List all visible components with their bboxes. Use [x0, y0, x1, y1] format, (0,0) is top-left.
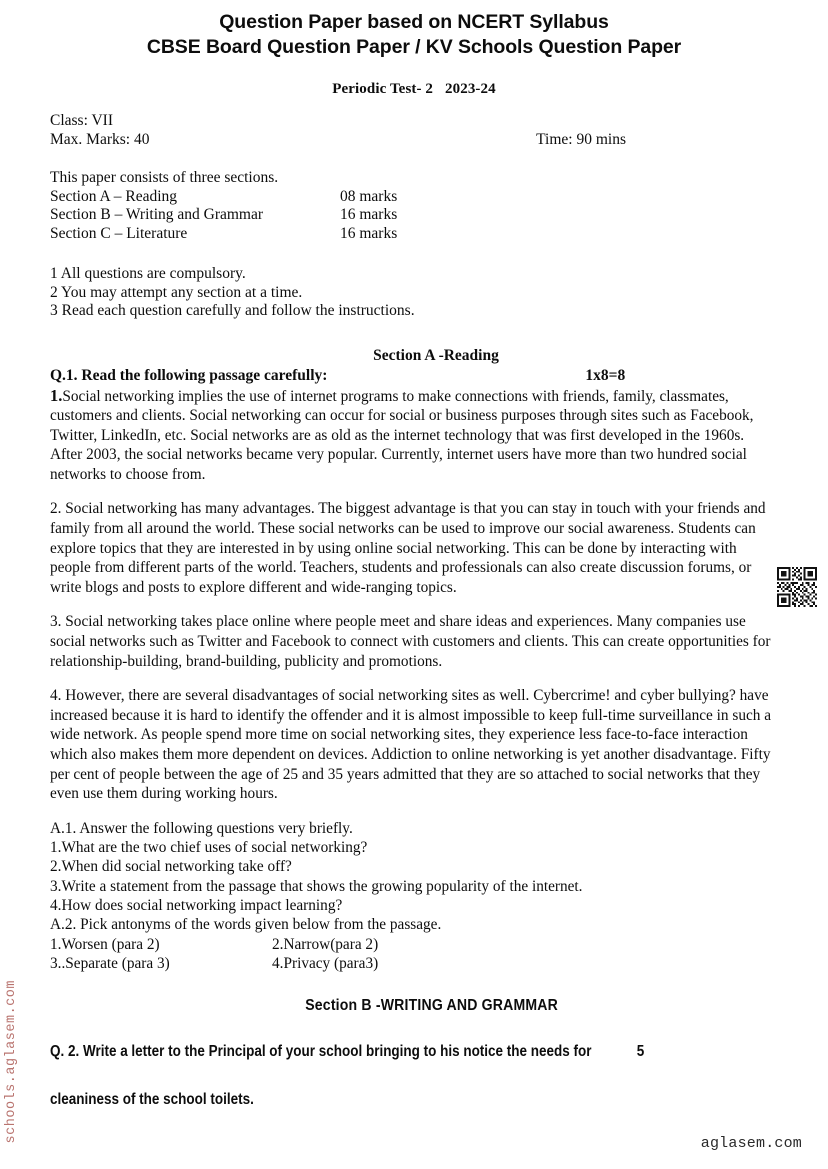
a1-question-item: 2.When did social networking take off?: [50, 858, 292, 876]
general-instructions: [50, 265, 778, 321]
section-b-heading: Section B -WRITING AND GRAMMAR: [305, 997, 558, 1015]
question-2-marks: 5: [636, 1043, 645, 1061]
a2-antonym-row: [50, 954, 778, 973]
instruction-item: 3 Read each question carefully and follow the instructions.: [50, 302, 415, 319]
question-2-block: [50, 1043, 778, 1109]
section-name: Section A – Reading: [50, 187, 178, 205]
a1-question-item: 3.Write a statement from the passage that shows the growing popularity of the internet.: [50, 877, 583, 895]
reading-passage: [50, 386, 778, 804]
passage-paragraph-4: 4. However, there are several disadvantages of social networking sites as well. Cybercrime! and cyber bullying? have increased because it is hard to identify the offender and it is almost impossible to keep full-time surveillance in such a wide network. As people spend more time on social networking sites, they experience less face-to-face interaction which also makes them more dependent on devices. Addiction to online networking is yet another disadvantage. Fifty per cent of people between the age of 25 and 35 years admitted that they are so attached to social networks that they even use them during working hours.: [50, 687, 772, 803]
a1-question-item: 1.What are the two chief uses of social networking?: [50, 839, 368, 857]
class-row: [50, 112, 778, 131]
qr-code-icon: [777, 567, 817, 607]
passage-paragraph-1-text: Social networking implies the use of internet programs to make connections with friends, family, classmates, customers and clients. Social networking can occur for social or business purposes through sites such as Facebook, Twitter, LinkedIn, etc. Social networks are as old as the internet technology that was first developed in the 1960s. After 2003, the social networks became very popular. Currently, internet users have more than two hundred social networks to choose from.: [50, 387, 754, 483]
side-watermark: schools.aglasem.com: [4, 979, 19, 1143]
a2-antonym-item: 4.Privacy (para3): [272, 954, 379, 972]
question-2-text: Q. 2. Write a letter to the Principal of your school bringing to his notice the needs for: [50, 1043, 592, 1061]
section-marks: 16 marks: [340, 224, 398, 242]
passage-questions: [50, 819, 778, 973]
instruction-item: 2 You may attempt any section at a time.: [50, 283, 303, 301]
question-2-line2: cleaniness of the school toilets.: [50, 1091, 254, 1109]
a2-antonym-item: 3..Separate (para 3): [50, 954, 170, 972]
class-label: Class: VII: [50, 112, 114, 129]
sections-overview: [50, 169, 778, 243]
a2-heading: A.2. Pick antonyms of the words given below from the passage.: [50, 916, 442, 934]
max-marks-label: Max. Marks: 40: [50, 130, 150, 148]
section-marks: 08 marks: [340, 187, 398, 205]
sections-row: [50, 188, 778, 207]
question-2-line1-row: [50, 1043, 778, 1061]
passage-paragraph-3: 3. Social networking takes place online where people meet and share ideas and experiences. Many companies use social networks such as Twitter and Facebook to connect with customers and clients. This can create opportunities for relationship-building, brand-building, publicity and promotions.: [50, 613, 771, 670]
a2-antonym-row: [50, 935, 778, 954]
sections-row: [50, 225, 778, 244]
corner-logo-watermark: aglasem.com: [700, 1135, 802, 1152]
sections-row: [50, 206, 778, 225]
document-title-line2: CBSE Board Question Paper / KV Schools Question Paper: [146, 36, 682, 58]
question-1-marks: 1x8=8: [585, 366, 626, 384]
passage-paragraph-1: [50, 386, 772, 485]
marks-time-row: [50, 131, 778, 150]
question-1-row: [50, 367, 778, 385]
sections-intro: This paper consists of three sections.: [50, 169, 279, 186]
a1-heading: A.1. Answer the following questions very briefly.: [50, 819, 353, 837]
section-a-heading: Section A -Reading: [373, 346, 499, 364]
section-name: Section B – Writing and Grammar: [50, 206, 264, 223]
time-label: Time: 90 mins: [536, 130, 626, 148]
instruction-item: 1 All questions are compulsory.: [50, 265, 246, 282]
a2-antonym-item: 2.Narrow(para 2): [272, 935, 379, 953]
passage-paragraph-1-number: 1.: [50, 385, 63, 405]
exam-year: 2023-24: [445, 81, 496, 97]
exam-meta-block: [50, 112, 778, 149]
page-body: [50, 0, 778, 1109]
a1-question-item: 4.How does social networking impact learning?: [50, 896, 343, 914]
exam-name: Periodic Test- 2: [332, 81, 434, 97]
passage-paragraph-2: 2. Social networking has many advantages. The biggest advantage is that you can stay in touch with your friends and family from all around the world. These social networks can be used to improve our social awareness. Students can explore topics that they are interested in by using online social networking. This can be done by interacting with people from different parts of the world. Teachers, students and professionals can also create discussion forums, or write blogs and posts to explore different and wide-ranging topics.: [50, 500, 766, 596]
a2-antonym-item: 1.Worsen (para 2): [50, 935, 160, 953]
document-title-line1: Question Paper based on NCERT Syllabus: [219, 11, 609, 33]
question-1-text: Q.1. Read the following passage carefully:: [50, 366, 328, 384]
section-marks: 16 marks: [340, 206, 398, 223]
section-name: Section C – Literature: [50, 224, 188, 242]
